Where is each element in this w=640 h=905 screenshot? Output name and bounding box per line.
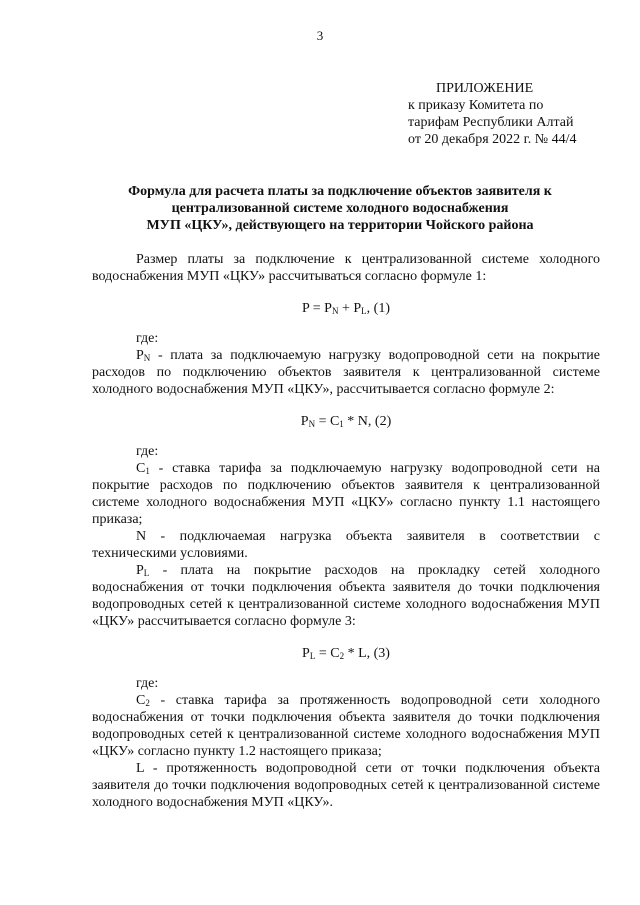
intro-paragraph: Размер платы за подключение к централизованной системе холодного водоснабжения МУП «ЦКУ» рассчитываться согласно формуле 1: [92,252,600,284]
title-line: централизованной системе холодного водоснабжения [171,201,509,216]
where-label: где: [136,331,159,346]
appendix-line: от 20 декабря 2022 г. № 44/4 [408,132,577,147]
document-title [80,183,600,234]
c1-definition: $C_1$ - ставка тарифа за подключаемую нагрузку водопроводной сети на покрытие расходов по подключению объектов заявителя к централизованной системе холодного водоснабжения МУП «ЦКУ» согласно пункту 1.1 настоящего приказа; [92,461,600,527]
appendix-line: тарифам Республики Алтай [408,115,574,130]
formula-2: $P_N = C_1 * N$, (2) [300,414,392,429]
appendix-heading: ПРИЛОЖЕНИЕ [436,81,534,96]
title-line: МУП «ЦКУ», действующего на территории Чойского района [146,218,534,233]
pl-definition: $P_L$ - плата на покрытие расходов на прокладку сетей холодного водоснабжения от точки подключения объекта заявителя до точки подключения водопроводных сетей к централизованной системе холодного водоснабжения МУП «ЦКУ» рассчитывается согласно формуле 3: [92,563,600,629]
c2-definition: $C_2$ - ставка тарифа за протяженность водопроводной сети холодного водоснабжения от точки подключения объекта заявителя до точки подключения водопроводных сетей к централизованной системе холодного водоснабжения МУП «ЦКУ» согласно пункту 1.2 настоящего приказа; [92,693,600,759]
appendix-block [408,80,628,148]
l-definition: L - протяженность водопроводной сети от точки подключения объекта заявителя до точки подключения водопроводных сетей к централизованной системе холодного водоснабжения МУП «ЦКУ». [92,761,600,810]
formula-1: $P = P_N + P_L$, (1) [302,301,390,316]
document-body [92,251,600,811]
formula-3: $P_L = C_2 * L$, (3) [302,646,390,661]
pn-definition: $P_N$ - плата за подключаемую нагрузку водопроводной сети на покрытие расходов по подключению объектов заявителя к централизованной системе холодного водоснабжения МУП «ЦКУ», рассчитывается согласно формуле 2: [92,348,600,397]
appendix-line: к приказу Комитета по [408,98,544,113]
n-definition: N - подключаемая нагрузка объекта заявителя в соответствии с техническими условиями. [92,529,600,561]
title-line: Формула для расчета платы за подключение объектов заявителя к [128,184,552,199]
where-label: где: [136,676,159,691]
page-number: 3 [316,28,324,43]
where-label: где: [136,444,159,459]
